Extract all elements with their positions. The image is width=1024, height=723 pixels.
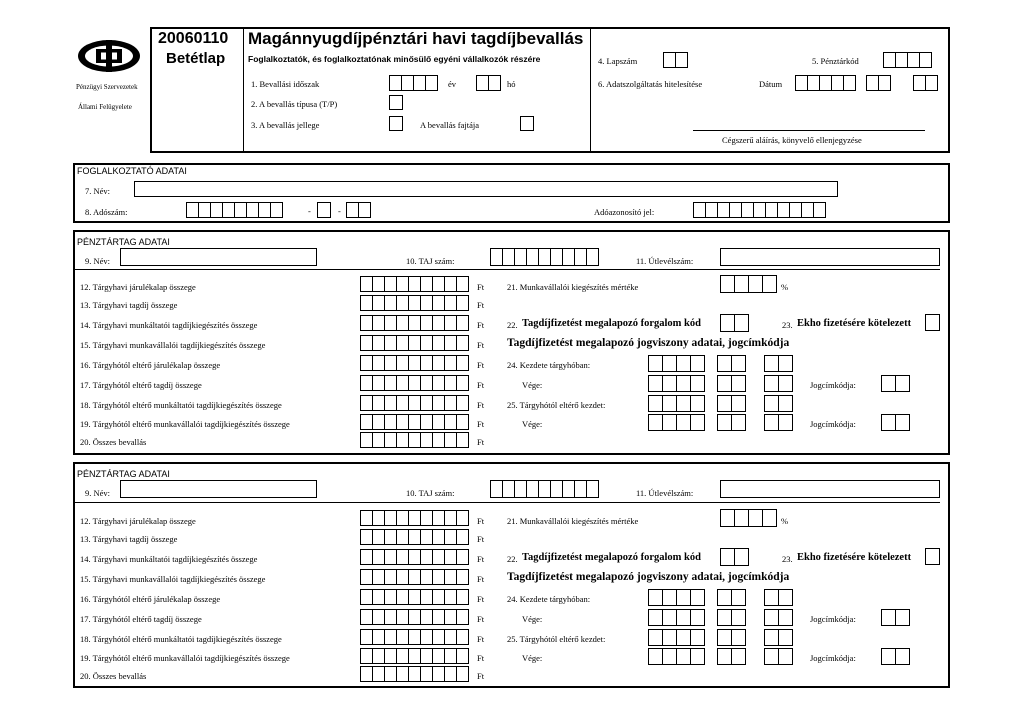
f18-ft-2: Ft [477, 634, 485, 644]
employer-heading: FOGLALKOZTATÓ ADATAI [77, 166, 187, 176]
date-day-boxes[interactable] [913, 75, 938, 91]
f21-label-1: 21. Munkavállalói kiegészítés mértéke [507, 282, 639, 292]
f16-label-2: 16. Tárgyhótól eltérő járulékalap összege [80, 594, 221, 604]
authentication-label: 6. Adatszolgáltatás hitelesítése [598, 79, 703, 89]
f25-label-1: 25. Tárgyhótól eltérő kezdet: [507, 400, 606, 410]
f25-start-year-1[interactable] [648, 395, 705, 412]
f18-label-1: 18. Tárgyhótól eltérő munkáltatói tagdíjkiegészítés összege [80, 400, 282, 410]
f18-ft-1: Ft [477, 400, 485, 410]
member-name-label-2: 9. Név: [85, 488, 111, 498]
tax-number-label: 8. Adószám: [85, 207, 128, 217]
f22-boxes-2[interactable] [720, 548, 749, 566]
f14-boxes-2[interactable] [360, 549, 469, 565]
f13-label-1: 13. Tárgyhavi tagdíj összege [80, 300, 178, 310]
return-nature-box[interactable] [389, 116, 403, 131]
f15-ft-2: Ft [477, 574, 485, 584]
f17-ft-1: Ft [477, 380, 485, 390]
f22-label-2: Tagdíjfizetést megalapozó forgalom kód [522, 552, 701, 563]
end-day-a-1[interactable] [764, 375, 793, 392]
tax-number-boxes[interactable] [186, 202, 283, 218]
f24-label-2: 24. Kezdete tárgyhóban: [507, 594, 591, 604]
f24-label-1: 24. Kezdete tárgyhóban: [507, 360, 591, 370]
taj-label-2: 10. TAJ szám: [406, 488, 455, 498]
f17-ft-2: Ft [477, 614, 485, 624]
taj-boxes-1[interactable] [490, 248, 599, 266]
member-separator-2 [75, 502, 940, 503]
f20-ft-1: Ft [477, 437, 485, 447]
signature-label: Cégszerű aláírás, könyvelő ellenjegyzése [722, 135, 862, 145]
f14-ft-2: Ft [477, 554, 485, 564]
f19-label-1: 19. Tárgyhótól eltérő munkavállalói tagdíjkiegészítés összege [80, 419, 290, 429]
taj-boxes-2[interactable] [490, 480, 599, 498]
date-month-boxes[interactable] [866, 75, 891, 91]
f21-percent-1: % [781, 282, 789, 292]
form-description: Foglalkoztatók, és foglalkoztatónak minősülő egyéni vállalkozók részére [248, 54, 541, 64]
date-label: Dátum [759, 79, 783, 89]
period-label: 1. Bevallási időszak [251, 79, 320, 89]
legal-code-a-2[interactable] [881, 609, 910, 626]
return-kind-box[interactable] [520, 116, 534, 131]
f12-label-2: 12. Tárgyhavi járulékalap összege [80, 516, 196, 526]
legal-heading-2: Tagdíjfizetést megalapozó jogviszony adatai, jogcímkódja [507, 571, 790, 583]
f21-percent-2: % [781, 516, 789, 526]
period-year-boxes[interactable] [389, 75, 438, 91]
f16-ft-1: Ft [477, 360, 485, 370]
return-type-box[interactable] [389, 95, 403, 110]
f24-start-month-1[interactable] [717, 355, 746, 372]
f13-ft-2: Ft [477, 534, 485, 544]
f15-label-1: 15. Tárgyhavi munkavállalói tagdíjkiegészítés összege [80, 340, 266, 350]
return-type-label: 2. A bevallás típusa (T/P) [251, 99, 338, 109]
period-month-boxes[interactable] [476, 75, 501, 91]
member-name-field-2[interactable] [120, 480, 317, 498]
f23-label-2: Ekho fizetésére kötelezett [797, 552, 912, 563]
f14-label-2: 14. Tárgyhavi munkáltatói tagdíjkiegészítés összege [80, 554, 258, 564]
f15-boxes-2[interactable] [360, 569, 469, 585]
tax-dash-1: - [308, 206, 311, 216]
f12-boxes-1[interactable] [360, 276, 469, 292]
f24-start-year-2[interactable] [648, 589, 705, 606]
fund-code-boxes[interactable] [883, 52, 932, 68]
f17-label-1: 17. Tárgyhótól eltérő tagdíj összege [80, 380, 202, 390]
f23-box-2[interactable] [925, 548, 940, 565]
f16-label-1: 16. Tárgyhótól eltérő járulékalap összege [80, 360, 221, 370]
form-title: Magánnyugdíjpénztári havi tagdíjbevallás [248, 29, 584, 48]
f14-boxes-1[interactable] [360, 315, 469, 331]
page-number-boxes[interactable] [663, 52, 688, 68]
f19-boxes-2[interactable] [360, 648, 469, 664]
member-separator-1 [75, 269, 940, 270]
legal-heading-1: Tagdíjfizetést megalapozó jogviszony adatai, jogcímkódja [507, 337, 790, 349]
f15-label-2: 15. Tárgyhavi munkavállalói tagdíjkiegészítés összege [80, 574, 266, 584]
tax-id-label: Adóazonosító jel: [594, 207, 655, 217]
end-label-a-2: Vége: [522, 614, 543, 624]
passport-label-1: 11. Útlevélszám: [636, 256, 694, 266]
f21-boxes-2[interactable] [720, 509, 777, 527]
fund-code-label: 5. Pénztárkód [812, 56, 859, 66]
f24-start-year-1[interactable] [648, 355, 705, 372]
end-label-b-1: Vége: [522, 419, 543, 429]
f16-ft-2: Ft [477, 594, 485, 604]
f23-num-1: 23. [782, 320, 793, 330]
agency-logo [76, 38, 142, 74]
f12-label-1: 12. Tárgyhavi járulékalap összege [80, 282, 196, 292]
f17-label-2: 17. Tárgyhótól eltérő tagdíj összege [80, 614, 202, 624]
end-year-a-1[interactable] [648, 375, 705, 392]
member-name-label-1: 9. Név: [85, 256, 111, 266]
signature-line [693, 130, 925, 131]
f19-label-2: 19. Tárgyhótól eltérő munkavállalói tagdíjkiegészítés összege [80, 653, 290, 663]
end-year-b-1[interactable] [648, 414, 705, 431]
f20-boxes-2[interactable] [360, 666, 469, 682]
f15-ft-1: Ft [477, 340, 485, 350]
f23-label-1: Ekho fizetésére kötelezett [797, 318, 912, 329]
page-number-label: 4. Lapszám [598, 56, 638, 66]
f19-ft-1: Ft [477, 419, 485, 429]
legal-code-label-b-2: Jogcímkódja: [810, 653, 856, 663]
end-month-a-2[interactable] [717, 609, 746, 626]
f17-boxes-2[interactable] [360, 609, 469, 625]
member-heading-1: PÉNZTÁRTAG ADATAI [77, 237, 170, 247]
f24-start-day-2[interactable] [764, 589, 793, 606]
f25-start-day-2[interactable] [764, 629, 793, 646]
f19-boxes-1[interactable] [360, 414, 469, 430]
f22-num-1: 22. [507, 320, 518, 330]
employer-name-field[interactable] [134, 181, 838, 197]
f22-num-2: 22. [507, 554, 518, 564]
name-label-7: 7. Név: [85, 186, 111, 196]
f14-ft-1: Ft [477, 320, 485, 330]
passport-label-2: 11. Útlevélszám: [636, 488, 694, 498]
f13-ft-1: Ft [477, 300, 485, 310]
agency-name-line2: Állami Felügyelete [78, 103, 132, 111]
f22-label-1: Tagdíjfizetést megalapozó forgalom kód [522, 318, 701, 329]
end-month-b-2[interactable] [717, 648, 746, 665]
header-divider-left [243, 27, 244, 151]
f20-boxes-1[interactable] [360, 432, 469, 448]
member-heading-2: PÉNZTÁRTAG ADATAI [77, 469, 170, 479]
header-divider-right [590, 27, 591, 151]
f20-ft-2: Ft [477, 671, 485, 681]
f18-boxes-1[interactable] [360, 395, 469, 411]
f24-start-month-2[interactable] [717, 589, 746, 606]
legal-code-label-a-2: Jogcímkódja: [810, 614, 856, 624]
f25-start-year-2[interactable] [648, 629, 705, 646]
f23-box-1[interactable] [925, 314, 940, 331]
legal-code-label-a-1: Jogcímkódja: [810, 380, 856, 390]
f23-num-2: 23. [782, 554, 793, 564]
f13-boxes-2[interactable] [360, 529, 469, 545]
tax-id-boxes[interactable] [693, 202, 826, 218]
f20-label-1: 20. Összes bevallás [80, 437, 147, 447]
f20-label-2: 20. Összes bevallás [80, 671, 147, 681]
f24-start-day-1[interactable] [764, 355, 793, 372]
f25-start-day-1[interactable] [764, 395, 793, 412]
f25-start-month-1[interactable] [717, 395, 746, 412]
f15-boxes-1[interactable] [360, 335, 469, 351]
f25-start-month-2[interactable] [717, 629, 746, 646]
agency-name-line1: Pénzügyi Szervezetek [76, 83, 138, 91]
f18-boxes-2[interactable] [360, 629, 469, 645]
form-code: 20060110 [158, 30, 229, 47]
f12-ft-1: Ft [477, 282, 485, 292]
end-year-a-2[interactable] [648, 609, 705, 626]
passport-field-1[interactable] [720, 248, 940, 266]
f21-label-2: 21. Munkavállalói kiegészítés mértéke [507, 516, 639, 526]
f13-boxes-1[interactable] [360, 295, 469, 311]
f18-label-2: 18. Tárgyhótól eltérő munkáltatói tagdíjkiegészítés összege [80, 634, 282, 644]
tax-dash-2: - [338, 206, 341, 216]
f22-boxes-1[interactable] [720, 314, 749, 332]
tax-vat-code-box[interactable] [317, 202, 331, 218]
f25-label-2: 25. Tárgyhótól eltérő kezdet: [507, 634, 606, 644]
end-label-b-2: Vége: [522, 653, 543, 663]
form-subtitle: Betétlap [166, 50, 226, 67]
legal-code-b-1[interactable] [881, 414, 910, 431]
f12-ft-2: Ft [477, 516, 485, 526]
return-kind-label: A bevallás fajtája [420, 120, 480, 130]
return-nature-label: 3. A bevallás jellege [251, 120, 320, 130]
end-day-a-2[interactable] [764, 609, 793, 626]
f16-boxes-2[interactable] [360, 589, 469, 605]
period-year-label: év [448, 79, 457, 89]
end-label-a-1: Vége: [522, 380, 543, 390]
taj-label-1: 10. TAJ szám: [406, 256, 455, 266]
f16-boxes-1[interactable] [360, 355, 469, 371]
f13-label-2: 13. Tárgyhavi tagdíj összege [80, 534, 178, 544]
f21-boxes-1[interactable] [720, 275, 777, 293]
legal-code-b-2[interactable] [881, 648, 910, 665]
end-day-b-2[interactable] [764, 648, 793, 665]
f19-ft-2: Ft [477, 653, 485, 663]
end-month-b-1[interactable] [717, 414, 746, 431]
f14-label-1: 14. Tárgyhavi munkáltatói tagdíjkiegészítés összege [80, 320, 258, 330]
f17-boxes-1[interactable] [360, 375, 469, 391]
member-name-field-1[interactable] [120, 248, 317, 266]
end-day-b-1[interactable] [764, 414, 793, 431]
passport-field-2[interactable] [720, 480, 940, 498]
f12-boxes-2[interactable] [360, 510, 469, 526]
legal-code-a-1[interactable] [881, 375, 910, 392]
date-year-boxes[interactable] [795, 75, 856, 91]
legal-code-label-b-1: Jogcímkódja: [810, 419, 856, 429]
tax-county-boxes[interactable] [346, 202, 371, 218]
period-month-label: hó [507, 79, 516, 89]
end-month-a-1[interactable] [717, 375, 746, 392]
end-year-b-2[interactable] [648, 648, 705, 665]
